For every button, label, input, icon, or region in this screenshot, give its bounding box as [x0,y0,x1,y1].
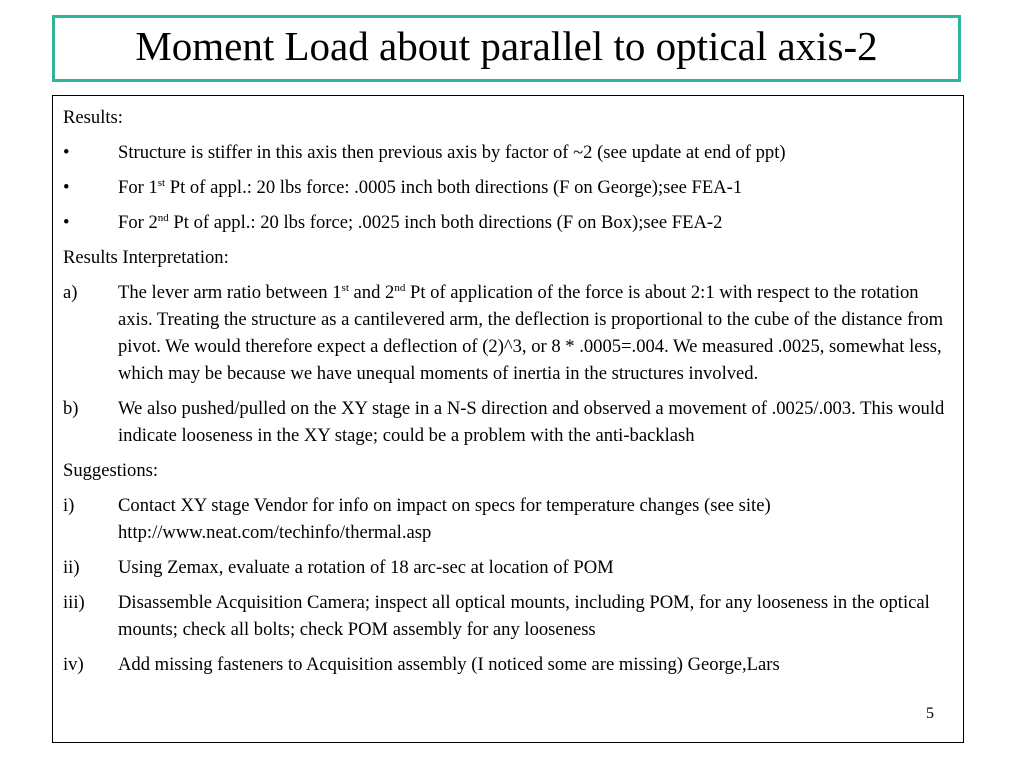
bullet-marker: • [63,142,70,163]
item-text: Disassemble Acquisition Camera; inspect all optical mounts, including POM, for any looseness in the optical mounts; check all bolts; check POM assembly for any looseness [118,592,930,640]
item-text: We also pushed/pulled on the XY stage in a N-S direction and observed a movement of .0025/.003. This would indicate looseness in the XY stage; could be a problem with the anti-backlash [118,398,945,446]
item-marker: iv) [63,654,84,675]
bullet-text: For 2nd Pt of appl.: 20 lbs force; .0025 inch both directions (F on Box);see FEA-2 [118,212,723,233]
bullet-text: Structure is stiffer in this axis then previous axis by factor of ~2 (see update at end of ppt) [118,142,786,163]
item-text: Contact XY stage Vendor for info on impact on specs for temperature changes (see site) http://www.neat.com/techinfo/thermal.asp [118,495,771,543]
results-bullet-3 [63,209,963,236]
interpretation-item-a [63,279,963,387]
item-marker: ii) [63,557,80,578]
suggestion-item [63,651,963,678]
item-marker: a) [63,282,78,303]
content-box [52,95,964,743]
page-number: 5 [926,705,934,722]
results-bullet-1 [63,139,963,166]
bullet-marker: • [63,177,70,198]
suggestion-item [63,554,963,581]
item-text: Add missing fasteners to Acquisition assembly (I noticed some are missing) George,Lars [118,654,780,675]
slide-title: Moment Load about parallel to optical axis-2 [135,23,878,69]
item-marker: iii) [63,592,85,613]
results-bullet-2 [63,174,963,201]
bullet-marker: • [63,212,70,233]
interpretation-heading: Results Interpretation: [63,247,229,268]
suggestion-item [63,492,963,546]
bullet-text: For 1st Pt of appl.: 20 lbs force: .0005 inch both directions (F on George);see FEA-1 [118,177,743,198]
item-text: Using Zemax, evaluate a rotation of 18 arc-sec at location of POM [118,557,614,578]
item-text: The lever arm ratio between 1st and 2nd Pt of application of the force is about 2:1 with respect to the rotation axis. Treating the structure as a cantilevered arm, the deflection is proportional to the cube of the distance from pivot. We would therefore expect a deflection of (2)^3, or 8 * .0005=.004. We measured .0025, somewhat less, which may be because we have unequal moments of inertia in the structures involved. [118,282,944,384]
item-marker: i) [63,495,75,516]
title-box [52,15,961,82]
suggestion-item [63,589,963,643]
interpretation-item-b [63,395,963,449]
results-heading: Results: [63,107,123,128]
suggestions-heading: Suggestions: [63,460,159,481]
item-marker: b) [63,398,79,419]
